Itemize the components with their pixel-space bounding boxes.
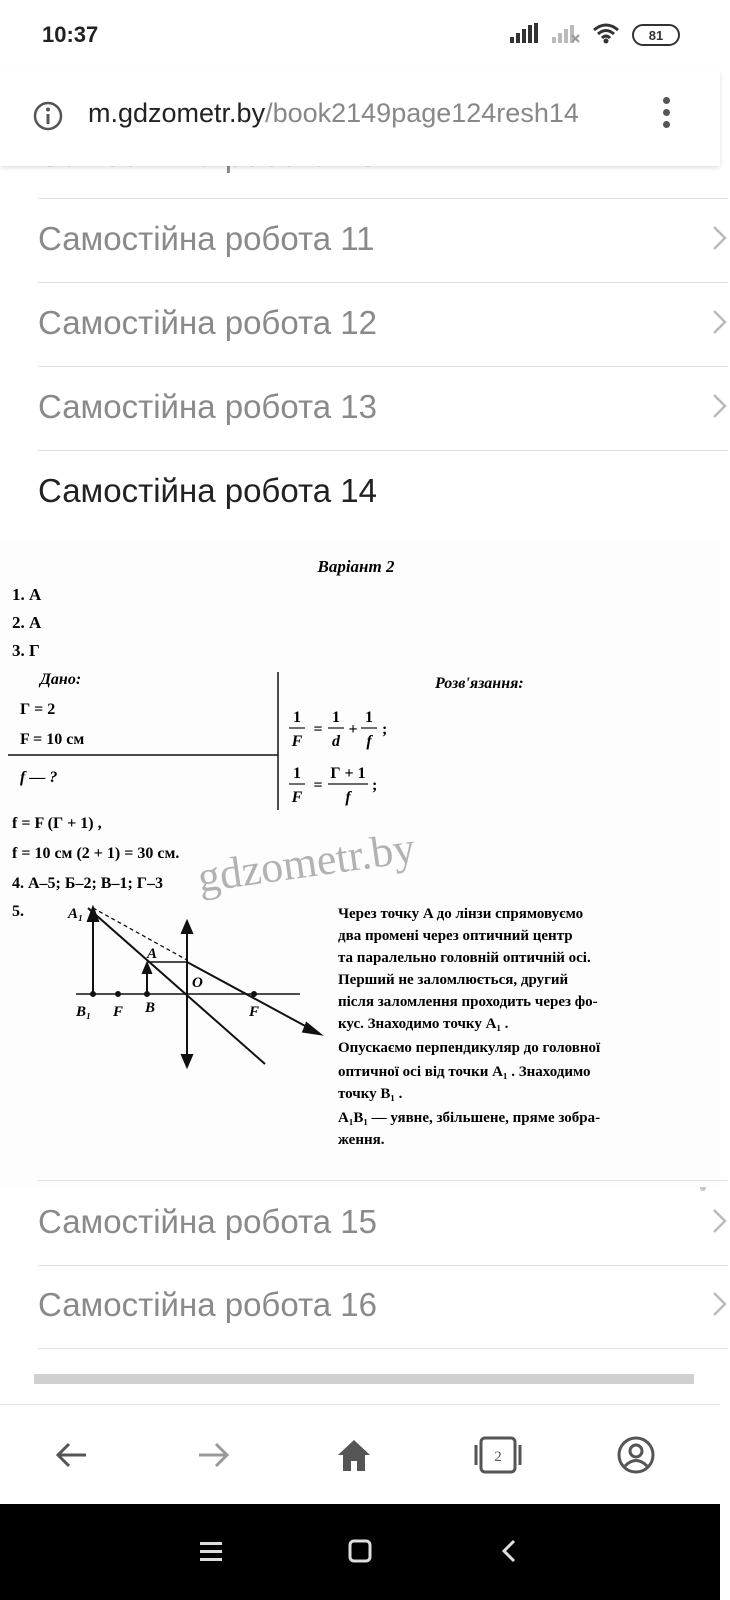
formula-text: ;	[382, 721, 388, 738]
answer-line: 5.	[12, 903, 24, 920]
list-item[interactable]	[38, 282, 728, 367]
account-icon[interactable]	[616, 1435, 656, 1475]
status-bar	[0, 0, 720, 70]
formula-text: f	[366, 733, 372, 750]
browser-bottom-nav	[0, 1404, 720, 1505]
explanation-line: Опускаємо перпендикуляр до головної	[338, 1040, 601, 1056]
browser-url-bar[interactable]	[0, 70, 720, 166]
list-item[interactable]	[38, 1264, 728, 1349]
info-icon[interactable]	[32, 100, 64, 137]
arrow-back-icon[interactable]	[52, 1435, 92, 1475]
answer-line: 2. А	[12, 613, 42, 632]
list-item[interactable]	[38, 366, 728, 451]
answer-line: 1. А	[12, 585, 42, 604]
home-icon[interactable]	[334, 1435, 374, 1475]
chevron-right-icon	[710, 308, 730, 336]
answer-line: 4. А–5; Б–2; В–1; Г–3	[12, 875, 163, 892]
variant-title: Варіант 2	[317, 557, 395, 576]
diagram-label: B₁	[76, 1004, 92, 1020]
chevron-right-icon	[710, 392, 730, 420]
list-item[interactable]	[38, 1180, 728, 1266]
explanation-line: точку B₁ .	[338, 1086, 403, 1102]
url-path: /book2149page124resh14	[265, 98, 579, 128]
explanation-line: A₁B₁ — уявне, збільшене, пряме зобра-	[338, 1110, 601, 1126]
explanation-line: два промені через оптичний центр	[338, 928, 573, 944]
wifi-icon	[592, 22, 620, 49]
chevron-right-icon	[710, 1207, 730, 1235]
battery-icon: 81	[632, 24, 680, 46]
list-item[interactable]	[38, 198, 728, 283]
status-time: 10:37	[42, 22, 99, 47]
recent-apps-icon[interactable]	[194, 1534, 228, 1568]
explanation-line: оптичної осі від точки A₁ . Знаходимо	[338, 1064, 591, 1080]
diagram-label: B	[145, 1000, 156, 1016]
list-item-label: Самостійна робота 16	[38, 1286, 377, 1323]
formula-text: ;	[372, 777, 378, 794]
given-line: Г = 2	[20, 701, 56, 718]
system-home-icon[interactable]	[343, 1534, 377, 1568]
more-vert-icon[interactable]	[660, 94, 672, 134]
formula-line: f = 10 см (2 + 1) = 30 см.	[12, 845, 180, 862]
tab-count: 2	[494, 1449, 502, 1465]
formula-text: F	[291, 789, 303, 806]
list-item-label: Самостійна робота 12	[38, 304, 377, 341]
chevron-right-icon	[710, 224, 730, 252]
formula-text: +	[348, 721, 358, 738]
answer-line: 3. Г	[12, 641, 40, 660]
diagram-label: A	[147, 946, 158, 962]
diagram-label: F	[249, 1004, 260, 1020]
explanation-line: та паралельно головній оптичній осі.	[338, 950, 591, 966]
formula-text: Г + 1	[330, 765, 366, 782]
page-content	[0, 166, 720, 1404]
formula-text: =	[313, 777, 323, 794]
url-host: m.gdzometr.by	[88, 98, 266, 128]
formula-text: 1	[332, 709, 340, 726]
formula-text: 1	[293, 709, 301, 726]
chevron-right-icon	[710, 1290, 730, 1318]
formula-text: d	[332, 733, 340, 750]
tabs-icon[interactable]	[474, 1435, 522, 1475]
given-line: f — ?	[20, 769, 58, 786]
formula-text: f	[345, 789, 351, 806]
formula-text: 1	[293, 765, 301, 782]
list-item-label: Самостійна робота 15	[38, 1203, 377, 1240]
solution-scan	[0, 542, 720, 1187]
arrow-forward-icon[interactable]	[193, 1435, 233, 1475]
signal-2-icon	[552, 23, 580, 48]
formula-text: =	[313, 721, 323, 738]
explanation-line: ження.	[338, 1132, 385, 1148]
partial-element	[34, 1374, 694, 1384]
url-text[interactable]	[88, 98, 579, 129]
given-line: F = 10 см	[20, 731, 85, 748]
solution-image	[0, 542, 720, 1187]
formula-line: f = F (Г + 1) ,	[12, 815, 102, 832]
watermark: gdzometr.by	[194, 822, 418, 902]
given-title: Дано:	[40, 671, 82, 688]
diagram-label: O	[192, 975, 203, 991]
list-item-label: Самостійна робота 14	[38, 472, 377, 509]
explanation-line: Через точку A до лінзи спрямовуємо	[338, 906, 584, 922]
signal-icon	[510, 23, 540, 48]
formula-text: 1	[365, 709, 373, 726]
system-back-icon[interactable]	[494, 1534, 528, 1568]
list-item-label: Самостійна робота 11	[38, 220, 375, 257]
explanation-line: Перший не заломлюється, другий	[338, 972, 569, 988]
solution-title: Розв'язання:	[435, 675, 524, 692]
explanation-line: кус. Знаходимо точку A₁ .	[338, 1016, 509, 1032]
list-item-label: Самостійна робота 13	[38, 388, 377, 425]
system-nav-bar	[0, 1504, 720, 1600]
diagram-label: A₁	[68, 906, 84, 922]
list-item-active[interactable]	[38, 450, 728, 534]
diagram-label: F	[113, 1004, 124, 1020]
formula-text: F	[291, 733, 303, 750]
status-icons	[510, 20, 680, 50]
explanation-line: після заломлення проходить через фо-	[338, 994, 598, 1010]
